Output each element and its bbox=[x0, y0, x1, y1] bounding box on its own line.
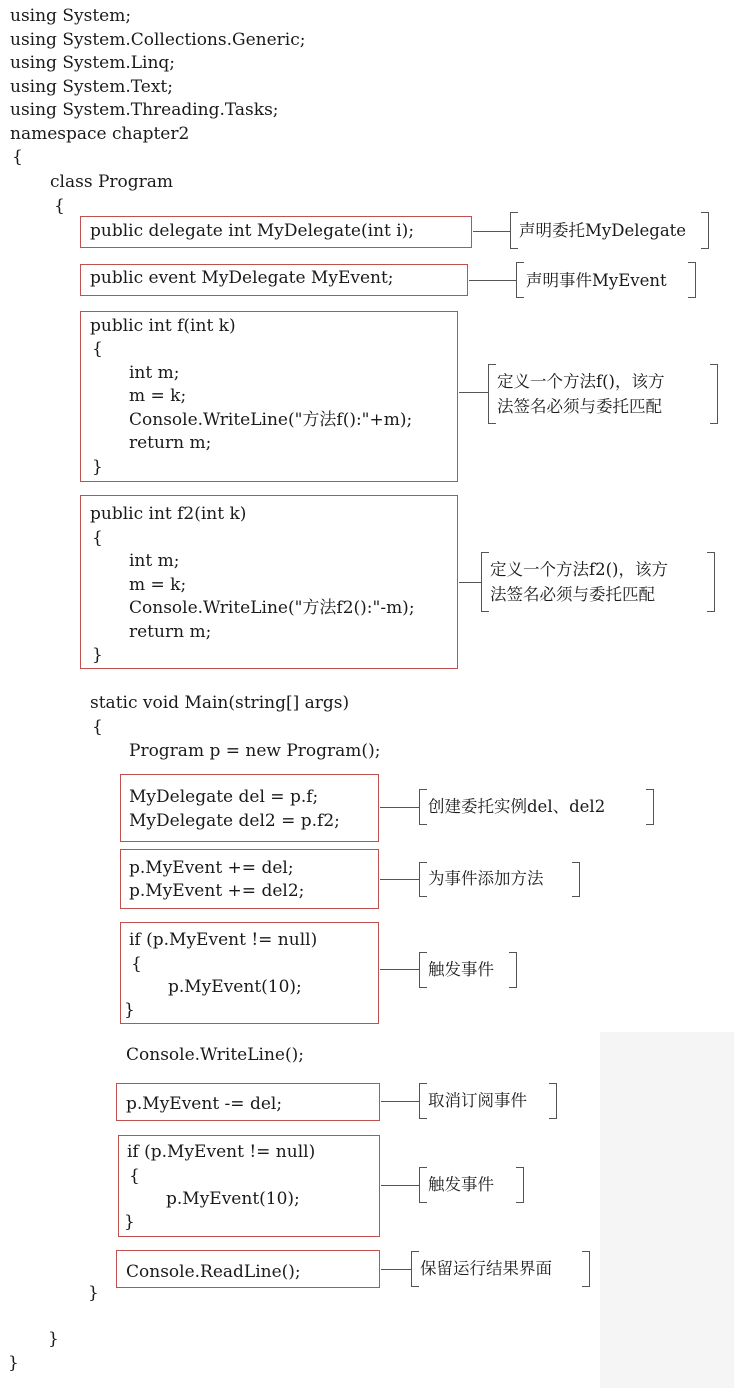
code-line: m = k; bbox=[129, 575, 187, 595]
note-keep: 保留运行结果界面 bbox=[420, 1259, 552, 1278]
code-line: public int f2(int k) bbox=[90, 504, 247, 524]
code-line: } bbox=[124, 1000, 135, 1020]
note-bracket bbox=[509, 952, 517, 988]
note-bracket bbox=[419, 1167, 427, 1203]
delegate-declaration: public delegate int MyDelegate(int i); bbox=[90, 221, 415, 241]
code-line: if (p.MyEvent != null) bbox=[127, 1142, 316, 1162]
note-bracket bbox=[481, 552, 489, 612]
code-line: } bbox=[8, 1353, 19, 1373]
code-line: { bbox=[92, 339, 103, 359]
code-line: } bbox=[88, 1283, 99, 1303]
background-patch bbox=[600, 1032, 734, 1388]
note-fire2: 触发事件 bbox=[428, 1175, 494, 1194]
code-line: { bbox=[131, 954, 142, 974]
code-line: } bbox=[92, 645, 103, 665]
connector bbox=[380, 879, 419, 880]
note-bracket bbox=[419, 862, 427, 897]
note-bracket bbox=[516, 262, 524, 298]
code-line: return m; bbox=[129, 433, 212, 453]
note-delegate: 声明委托MyDelegate bbox=[519, 221, 687, 240]
note-bracket bbox=[572, 862, 580, 897]
connector bbox=[381, 1101, 419, 1102]
code-line: static void Main(string[] args) bbox=[90, 693, 350, 713]
note-bracket bbox=[688, 262, 696, 298]
code-line: public int f(int k) bbox=[90, 316, 236, 336]
code-line: using System.Threading.Tasks; bbox=[10, 100, 279, 120]
connector bbox=[380, 969, 419, 970]
note-bracket bbox=[710, 364, 718, 424]
code-line: { bbox=[54, 196, 65, 216]
code-line: MyDelegate del2 = p.f2; bbox=[129, 811, 340, 831]
code-line: int m; bbox=[129, 551, 180, 571]
code-line: namespace chapter2 bbox=[10, 124, 190, 144]
note-bracket bbox=[419, 789, 427, 825]
note-method-f2-line1: 定义一个方法f2()，该方 bbox=[490, 560, 668, 579]
code-line: p.MyEvent += del; bbox=[129, 858, 294, 878]
code-line: Console.WriteLine(); bbox=[126, 1045, 304, 1065]
code-line: } bbox=[48, 1329, 59, 1349]
note-bracket bbox=[488, 364, 496, 424]
code-line: p.MyEvent -= del; bbox=[126, 1094, 283, 1114]
note-bracket bbox=[549, 1083, 557, 1119]
connector bbox=[381, 1185, 419, 1186]
note-bracket bbox=[646, 789, 654, 825]
note-bracket bbox=[582, 1251, 590, 1287]
note-unsubscribe: 取消订阅事件 bbox=[428, 1091, 527, 1110]
code-line: Program p = new Program(); bbox=[129, 741, 381, 761]
code-line: Console.WriteLine("方法f():"+m); bbox=[129, 410, 413, 430]
connector bbox=[473, 231, 510, 232]
code-line: p.MyEvent(10); bbox=[166, 1189, 300, 1209]
code-line: return m; bbox=[129, 622, 212, 642]
code-line: if (p.MyEvent != null) bbox=[129, 930, 318, 950]
note-bracket bbox=[510, 212, 518, 249]
code-line: Console.ReadLine(); bbox=[126, 1262, 301, 1282]
connector bbox=[459, 392, 488, 393]
note-bracket bbox=[419, 1083, 427, 1119]
note-create: 创建委托实例del、del2 bbox=[428, 797, 606, 816]
code-line: Console.WriteLine("方法f2():"-m); bbox=[129, 598, 415, 618]
code-line: m = k; bbox=[129, 386, 187, 406]
event-declaration: public event MyDelegate MyEvent; bbox=[90, 268, 394, 288]
note-method-f-line1: 定义一个方法f()，该方 bbox=[497, 372, 665, 391]
connector bbox=[381, 1269, 411, 1270]
code-line: } bbox=[92, 457, 103, 477]
code-line: using System.Linq; bbox=[10, 53, 176, 73]
note-event: 声明事件MyEvent bbox=[526, 271, 667, 290]
note-bracket bbox=[707, 552, 715, 612]
code-line: using System.Text; bbox=[10, 77, 173, 97]
code-line: MyDelegate del = p.f; bbox=[129, 787, 319, 807]
note-method-f2-line2: 法签名必须与委托匹配 bbox=[490, 585, 655, 604]
code-line: p.MyEvent += del2; bbox=[129, 881, 305, 901]
note-method-f-line2: 法签名必须与委托匹配 bbox=[497, 397, 662, 416]
note-bracket bbox=[701, 212, 709, 249]
connector bbox=[459, 582, 481, 583]
code-line: p.MyEvent(10); bbox=[168, 977, 302, 997]
note-add: 为事件添加方法 bbox=[428, 869, 544, 888]
note-bracket bbox=[516, 1167, 524, 1203]
note-bracket bbox=[419, 952, 427, 988]
connector bbox=[469, 280, 516, 281]
code-line: using System.Collections.Generic; bbox=[10, 30, 306, 50]
code-line: } bbox=[124, 1212, 135, 1232]
code-line: { bbox=[92, 528, 103, 548]
code-line: using System; bbox=[10, 6, 132, 26]
note-bracket bbox=[411, 1251, 419, 1287]
code-line: { bbox=[92, 717, 103, 737]
code-line: { bbox=[12, 147, 23, 167]
code-line: int m; bbox=[129, 363, 180, 383]
code-line: class Program bbox=[50, 172, 174, 192]
code-line: { bbox=[129, 1166, 140, 1186]
connector bbox=[380, 807, 419, 808]
note-fire1: 触发事件 bbox=[428, 960, 494, 979]
